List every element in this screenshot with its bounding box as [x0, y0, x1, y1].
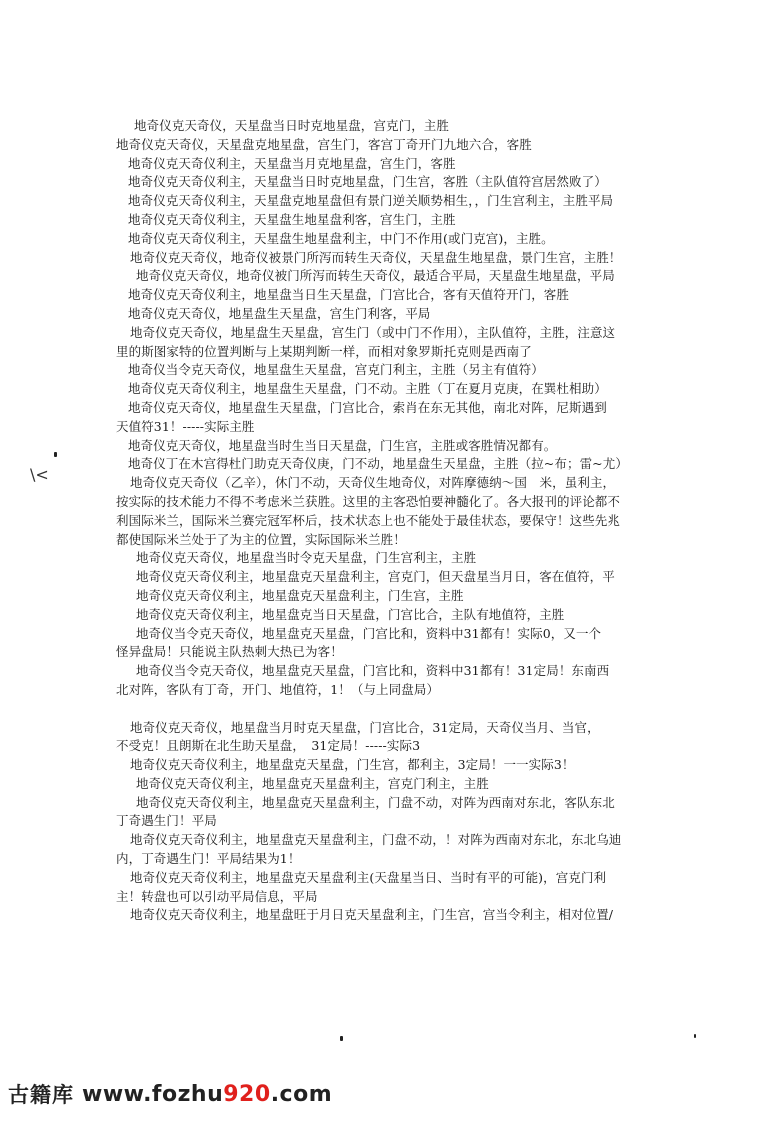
- text-line: 地奇仪克天奇仪利主，地星盘旺于月日克天星盘利主，门生宫，宫当令利主，相对位置/: [130, 907, 614, 923]
- margin-mark: \<: [30, 465, 49, 484]
- text-line: 丁奇遇生门！平局: [116, 813, 217, 829]
- site-name: 古籍库: [8, 1083, 74, 1107]
- text-line: 都使国际米兰处于了为主的位置，实际国际米兰胜！: [116, 531, 406, 547]
- text-line: 地奇仪克天奇仪，地星盘生天星盘，门宫比合，索肖在东无其他，南北对阵，尼斯遇到: [128, 399, 607, 415]
- text-line: 地奇仪克天奇仪，天星盘当日时克地星盘，宫克门，主胜: [134, 118, 450, 133]
- watermark-footer: [8, 1079, 332, 1109]
- text-line: 地奇仪当令克天奇仪，地星盘生天星盘，宫克门利主，主胜（另主有值符）: [128, 362, 544, 378]
- text-line: 地奇仪克天奇仪利主，地星盘生天星盘，门不动。主胜（丁在夏月克庚，在巽杜相助）: [128, 381, 607, 397]
- text-line: 地奇仪克天奇仪，地奇仪被景门所泻而转生天奇仪，天星盘生地星盘，景门生宫，主胜！: [130, 249, 622, 265]
- text-line: 地奇仪克天奇仪利主，地星盘克天星盘利主，宫克门，但天盘星当月日，客在值符，平: [136, 569, 615, 585]
- text-line: 地奇仪克天奇仪，地奇仪被门所泻而转生天奇仪，最适合平局，天星盘生地星盘，平局: [136, 268, 615, 284]
- scan-speck: [54, 452, 57, 457]
- text-line: 地奇仪克天奇仪，地星盘当时生当日天星盘，门生宫，主胜或客胜情况都有。: [128, 437, 557, 453]
- text-line: 地奇仪克天奇仪利主，地星盘克天星盘利主(天盘星当日、当时有平的可能)，宫克门利: [130, 869, 607, 885]
- url-suffix: .com: [270, 1081, 333, 1107]
- text-line: 地奇仪克天奇仪，地星盘当时令克天星盘，门生宫利主，主胜: [136, 550, 477, 566]
- text-line: 地奇仪克天奇仪利主，地星盘克当日天星盘，门宫比合，主队有地值符，主胜: [136, 606, 565, 622]
- text-line: 不受克！且朗斯在北生助天星盘， 31定局！-----实际3: [116, 738, 421, 754]
- text-line: 地奇仪当令克天奇仪，地星盘克天星盘，门宫比和，资料中31都有！31定局！东南西: [136, 663, 610, 679]
- text-line: 地奇仪克天奇仪利主，地星盘克天星盘利主，门盘不动，对阵为西南对东北，客队东北: [136, 794, 615, 810]
- text-line: 内，丁奇遇生门！平局结果为1！: [116, 851, 301, 867]
- scan-speck: [340, 1036, 343, 1041]
- text-line: 北对阵，客队有丁奇，开门、地值符，1！（与上同盘局）: [116, 681, 440, 697]
- text-line: 天值符31！-----实际主胜: [116, 418, 255, 434]
- url-prefix: www.fozhu: [82, 1081, 224, 1107]
- text-line: 地奇仪克天奇仪利主，地星盘克天星盘利主，宫克门利主，主胜: [136, 775, 489, 791]
- document-body: [116, 117, 671, 925]
- text-line: 地奇仪克天奇仪利主，地星盘当日生天星盘，门宫比合，客有天值符开门，客胜: [128, 287, 570, 303]
- text-line: 地奇仪当令克天奇仪，地星盘克天星盘，门宫比和，资料中31都有！实际0，又一个: [136, 625, 602, 641]
- scan-speck: [694, 1034, 696, 1038]
- site-url[interactable]: [82, 1082, 332, 1107]
- text-line: 里的斯图家特的位置判断与上某期判断一样，而相对象罗斯托克则是西南了: [116, 343, 532, 359]
- text-line: 地奇仪克天奇仪，地星盘生天星盘，宫生门利客，平局: [128, 305, 431, 321]
- text-line: 地奇仪克天奇仪利主，天星盘克地星盘但有景门逆关顺势相生，，门生宫利主，主胜平局: [128, 193, 614, 209]
- text-line: 按实际的技术能力不得不考虑米兰获胜。这里的主客恐怕要神髓化了。各大报刊的评论都不: [116, 493, 621, 509]
- text-line: 怪异盘局！只能说主队热刺大热已为客！: [116, 644, 343, 660]
- blank-line: [116, 700, 671, 719]
- text-line: 地奇仪克天奇仪，地星盘生天星盘，宫生门（或中门不作用），主队值符，主胜，注意这: [130, 324, 616, 340]
- text-line: 地奇仪克天奇仪利主，天星盘生地星盘利主，中门不作用(或门克宫)，主胜。: [128, 230, 554, 246]
- text-line: 地奇仪克天奇仪利主，地星盘克天星盘利主，门盘不动，！对阵为西南对东北，东北乌迪: [130, 832, 622, 848]
- text-line: 利国际米兰，国际米兰赛完冠军杯后，技术状态上也不能处于最佳状态，要保守！这些先兆: [116, 512, 621, 528]
- text-line: 地奇仪克天奇仪利主，天星盘生地星盘利客，宫生门，主胜: [128, 211, 456, 227]
- text-line: 地奇仪克天奇仪利主，地星盘克天星盘，门生宫，都利主，3定局！一一实际3！: [130, 757, 575, 773]
- url-number: 920: [223, 1081, 271, 1107]
- text-line: 地奇仪克天奇仪利主，地星盘克天星盘利主，门生宫，主胜: [136, 587, 464, 603]
- text-line: 主！转盘也可以引动平局信息，平局: [116, 888, 318, 904]
- text-line: 地奇仪克天奇仪，天星盘克地星盘，宫生门，客宫丁奇开门九地六合，客胜: [116, 136, 532, 152]
- text-line: 地奇仪克天奇仪利主，天星盘当日时克地星盘，门生宫，客胜（主队值符宫居然败了）: [128, 174, 607, 190]
- text-line: 地奇仪克天奇仪利主，天星盘当月克地星盘，宫生门，客胜: [128, 155, 456, 171]
- text-line: 地奇仪丁在木宫得杜门助克天奇仪庚，门不动，地星盘生天星盘，主胜（拉~布；雷~尤）: [128, 456, 628, 472]
- text-line: 地奇仪克天奇仪（乙辛），休门不动，天奇仪生地奇仪，对阵摩德纳～国 米，虽利主，: [130, 475, 616, 491]
- text-line: 地奇仪克天奇仪，地星盘当月时克天星盘，门宫比合，31定局，天奇仪当月、当官，: [130, 719, 600, 735]
